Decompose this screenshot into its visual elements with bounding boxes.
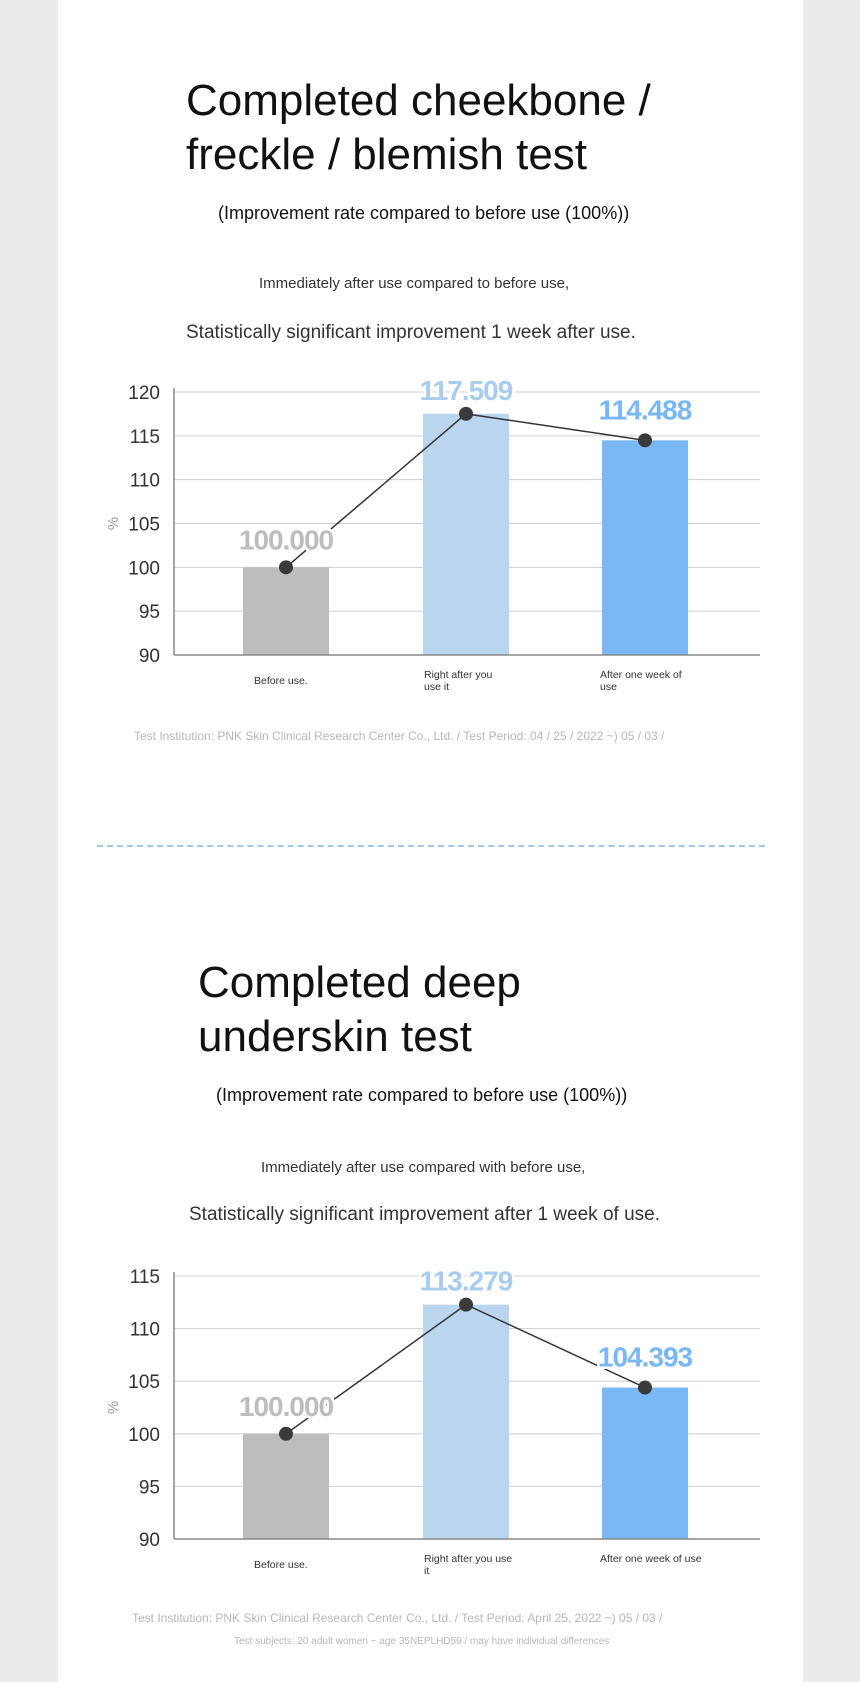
x-category-label: use	[600, 681, 617, 693]
data-label: 100.000	[238, 1390, 334, 1422]
y-tick-label: 90	[138, 646, 160, 667]
data-point	[279, 1427, 293, 1441]
bar	[423, 1305, 509, 1539]
x-category-label: Before use.	[254, 675, 308, 687]
data-point	[638, 1381, 652, 1395]
section-2-subtitle: (Improvement rate compared to before use (100%))	[216, 1085, 628, 1105]
data-label: 114.488	[598, 394, 692, 426]
y-tick-label: 115	[129, 426, 160, 448]
bar	[602, 1388, 688, 1539]
x-category-label: Before use.	[254, 1559, 308, 1571]
y-tick-label: 90	[138, 1530, 160, 1551]
x-category-label: it	[424, 1565, 430, 1577]
y-tick-label: 95	[138, 602, 160, 624]
y-tick-label: 100	[128, 558, 160, 580]
section-2-footer-subjects: Test subjects: 20 adult women ~ age 35NEPLHD59 / may have individual differences	[234, 1636, 610, 1647]
data-label: 113.279	[419, 1265, 513, 1297]
x-category-label: Right after you	[424, 669, 493, 681]
y-tick-label: 100	[128, 1424, 160, 1446]
section-2-title-line-1: Completed deep	[198, 958, 521, 1007]
data-point	[459, 407, 473, 421]
section-1-subtitle: (Improvement rate compared to before use (100%))	[218, 203, 630, 223]
bar	[243, 1434, 329, 1539]
bar	[423, 414, 509, 655]
data-label: 117.509	[419, 374, 513, 406]
section-2-title	[198, 956, 521, 1064]
data-label: 100.000	[238, 524, 334, 556]
section-2-title-line-2: underskin test	[198, 1012, 472, 1061]
section-1-title-line-2: freckle / blemish test	[186, 130, 588, 179]
chart-1	[90, 368, 790, 708]
y-tick-label: 95	[138, 1477, 160, 1499]
x-category-label: Right after you use	[424, 1553, 513, 1565]
data-point	[279, 560, 293, 574]
y-tick-label: 120	[128, 383, 160, 404]
x-category-label: use it	[424, 681, 450, 693]
y-tick-label: 105	[128, 1372, 160, 1394]
y-tick-label: 110	[129, 470, 160, 492]
section-1-footer: Test Institution: PNK Skin Clinical Research Center Co., Ltd. / Test Period: 04 / 25 / 2022 ~) 05 / 03 /	[134, 729, 665, 743]
section-2-note-line-2: Statistically significant improvement after 1 week of use.	[189, 1204, 660, 1225]
bar	[602, 440, 688, 655]
data-label: 104.393	[597, 1341, 693, 1373]
chart-2	[90, 1252, 790, 1592]
section-2-note-line-1: Immediately after use compared with before use,	[261, 1159, 586, 1176]
x-category-label: After one week of use	[600, 1553, 702, 1565]
y-tick-label: 110	[129, 1319, 160, 1341]
x-category-label: After one week of	[600, 669, 682, 681]
data-point	[638, 433, 652, 447]
data-point	[459, 1298, 473, 1312]
y-axis-label: %	[105, 516, 122, 531]
section-1-title	[186, 74, 651, 182]
section-1-note-line-1: Immediately after use compared to before use,	[259, 275, 570, 292]
y-tick-label: 105	[128, 514, 160, 536]
y-tick-label: 115	[129, 1267, 160, 1288]
section-1-note-line-2: Statistically significant improvement 1 week after use.	[186, 322, 636, 343]
section-2-footer: Test Institution: PNK Skin Clinical Research Center Co., Ltd. / Test Period: April 25, 2022 ~) 05 / 03 /	[132, 1611, 663, 1625]
section-1-title-line-1: Completed cheekbone /	[186, 76, 651, 125]
y-axis-label: %	[105, 1400, 122, 1415]
bar	[243, 567, 329, 655]
dashed-divider	[97, 845, 765, 847]
